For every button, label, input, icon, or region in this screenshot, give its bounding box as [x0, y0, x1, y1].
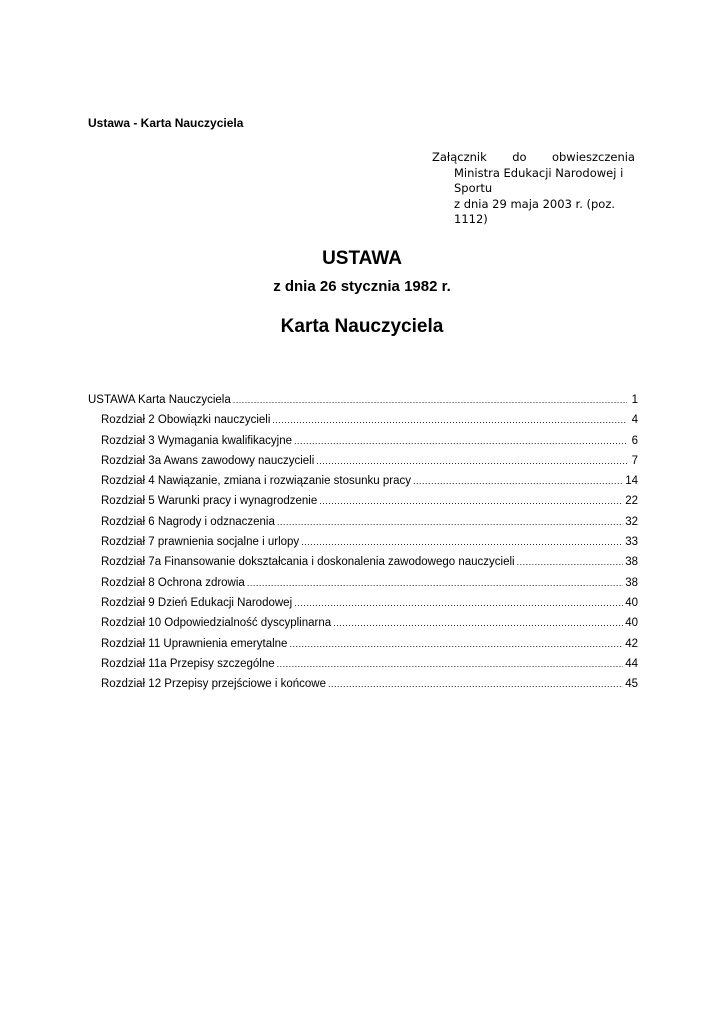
- toc-entry[interactable]: [88, 514, 638, 534]
- toc-entry-page: 38: [625, 556, 638, 569]
- act-title: USTAWA: [322, 248, 402, 269]
- toc-entry[interactable]: [88, 676, 638, 696]
- toc-entry-label: Rozdział 6 Nagrody i odznaczenia: [101, 515, 275, 528]
- toc-entry[interactable]: [88, 392, 638, 412]
- toc-dot-leader: [333, 615, 623, 631]
- toc-dot-leader: [328, 676, 623, 692]
- toc-entry[interactable]: [88, 615, 638, 635]
- toc-entry-label: Rozdział 11a Przepisy szczególne: [101, 657, 275, 670]
- toc-entry-label: Rozdział 9 Dzień Edukacji Narodowej: [101, 596, 293, 609]
- document-header-title: Ustawa - Karta Nauczyciela: [88, 116, 244, 130]
- toc-dot-leader: [277, 656, 624, 672]
- toc-entry[interactable]: [88, 636, 638, 656]
- act-date: z dnia 26 stycznia 1982 r.: [273, 278, 451, 295]
- toc-entry-page: 42: [625, 637, 638, 650]
- toc-entry-page: 6: [631, 434, 638, 447]
- toc-entry-page: 32: [625, 515, 638, 528]
- toc-dot-leader: [272, 412, 627, 428]
- annex-line-4: z dnia 29 maja 2003 r. (poz.: [454, 196, 616, 211]
- toc-entry-page: 14: [625, 475, 638, 488]
- toc-dot-leader: [294, 595, 623, 611]
- toc-entry-label: Rozdział 8 Ochrona zdrowia: [101, 576, 245, 589]
- table-of-contents: [88, 392, 638, 696]
- annex-word: do: [512, 150, 527, 164]
- annex-line-5: 1112): [454, 212, 488, 226]
- toc-entry-label: Rozdział 7 prawnienia socjalne i urlopy: [101, 536, 300, 549]
- toc-dot-leader: [233, 392, 627, 408]
- annex-line-2: Ministra Edukacji Narodowej i: [454, 165, 624, 180]
- toc-entry[interactable]: [88, 554, 638, 574]
- toc-entry-page: 40: [625, 617, 638, 630]
- toc-entry-label: Rozdział 3 Wymagania kwalifikacyjne: [101, 434, 293, 447]
- toc-dot-leader: [517, 554, 624, 570]
- toc-entry[interactable]: [88, 453, 638, 473]
- toc-entry[interactable]: [88, 433, 638, 453]
- toc-entry-page: 38: [625, 576, 638, 589]
- toc-entry-page: 22: [625, 495, 638, 508]
- toc-entry-label: Rozdział 7a Finansowanie dokształcania i doskonalenia zawodowego nauczycieli: [101, 556, 515, 569]
- annex-note: [432, 150, 635, 228]
- toc-entry-label: Rozdział 11 Uprawnienia emerytalne: [101, 637, 288, 650]
- toc-entry[interactable]: [88, 534, 638, 554]
- annex-line-1: [432, 150, 635, 166]
- toc-entry-label: Rozdział 4 Nawiązanie, zmiana i rozwiązanie stosunku pracy: [101, 475, 412, 488]
- toc-entry[interactable]: [88, 473, 638, 493]
- toc-entry-label: Rozdział 2 Obowiązki nauczycieli: [101, 414, 271, 427]
- toc-entry-page: 7: [631, 454, 638, 467]
- toc-entry-page: 4: [631, 414, 638, 427]
- toc-dot-leader: [294, 433, 627, 449]
- toc-entry-label: Rozdział 10 Odpowiedzialność dyscyplinarna: [101, 617, 332, 630]
- annex-word: Załącznik: [432, 150, 487, 164]
- toc-entry[interactable]: [88, 595, 638, 615]
- toc-dot-leader: [247, 575, 623, 591]
- toc-entry-label: Rozdział 12 Przepisy przejściowe i końcowe: [101, 678, 326, 691]
- act-name: Karta Nauczyciela: [280, 316, 444, 337]
- toc-entry-page: 45: [625, 678, 638, 691]
- toc-dot-leader: [319, 493, 623, 509]
- toc-dot-leader: [316, 453, 627, 469]
- toc-entry-page: 44: [625, 657, 638, 670]
- toc-entry-page: 33: [625, 536, 638, 549]
- annex-line-3: Sportu: [454, 181, 493, 195]
- toc-entry[interactable]: [88, 493, 638, 513]
- toc-entry-label: USTAWA Karta Nauczyciela: [88, 394, 231, 406]
- toc-entry[interactable]: [88, 656, 638, 676]
- toc-entry[interactable]: [88, 412, 638, 432]
- toc-dot-leader: [413, 473, 623, 489]
- toc-dot-leader: [301, 534, 623, 550]
- toc-entry-page: 1: [631, 394, 638, 406]
- toc-dot-leader: [277, 514, 623, 530]
- annex-word: obwieszczenia: [551, 150, 635, 164]
- toc-dot-leader: [289, 636, 623, 652]
- toc-entry-page: 40: [625, 596, 638, 609]
- toc-entry[interactable]: [88, 575, 638, 595]
- toc-entry-label: Rozdział 3a Awans zawodowy nauczycieli: [101, 454, 315, 467]
- toc-entry-label: Rozdział 5 Warunki pracy i wynagrodzenie: [101, 495, 318, 508]
